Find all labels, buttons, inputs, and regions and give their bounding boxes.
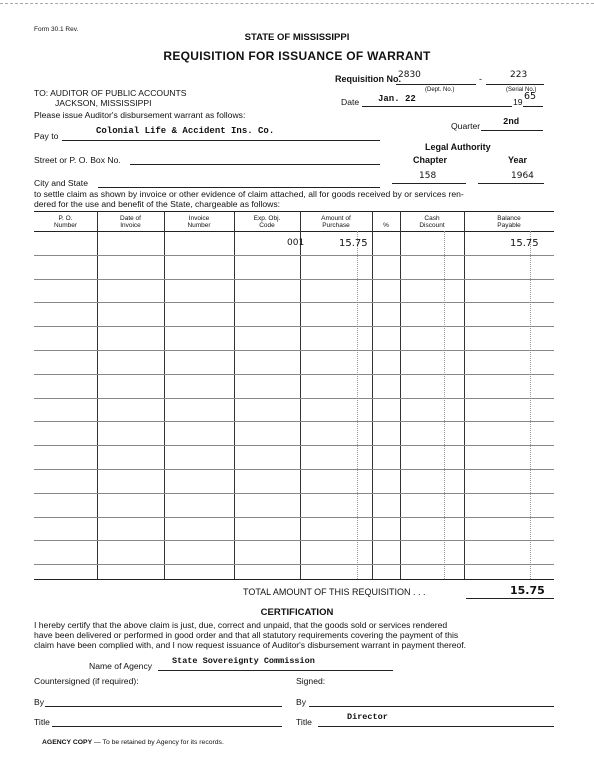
instruction-line: Please issue Auditor's disbursement warrant as follows: [34,110,246,120]
addressee-line1: TO: AUDITOR OF PUBLIC ACCOUNTS [34,88,187,98]
col-header-text: Amount of Purchase [321,215,351,229]
page-title: REQUISITION FOR ISSUANCE OF WARRANT [163,49,431,63]
agency-line [158,670,393,671]
chapter-label: Chapter [413,155,448,165]
serial-no-value: 223 [510,70,528,80]
settle-text: to settle claim as shown by invoice or other evidence of claim attached, all for goods received by or services ren- [34,189,464,199]
settle-text-2: dered for the use and benefit of the State, chargeable as follows: [34,199,281,209]
table-divider-light [357,231,358,579]
quarter-value: 2nd [503,117,520,127]
row-amount: 15.75 [339,238,368,249]
col-header-po-number [34,215,97,229]
title-line-right [318,726,554,727]
date-year-suffix: 65 [524,91,537,102]
requisition-dash: - [479,74,482,84]
certification-title: CERTIFICATION [260,607,334,618]
year-line [523,106,543,107]
claims-table [34,211,554,579]
total-line [466,598,554,599]
table-divider [464,211,465,579]
pay-to-value: Colonial Life & Accident Ins. Co. [96,126,275,136]
table-divider [372,211,373,579]
by-line-left [45,706,282,707]
table-divider [164,211,165,579]
quarter-line [481,130,543,131]
title-line-left [52,726,282,727]
col-header-text: Exp. Obj. Code [253,215,281,229]
table-row-line [34,350,554,351]
signed-label: Signed: [296,676,326,686]
requisition-label: Requisition No. [335,74,401,84]
title-label-right: Title [296,717,312,727]
col-header-cash-discount [400,215,464,229]
col-header-text: % [383,222,389,229]
table-divider [400,211,401,579]
table-row-line [34,540,554,541]
by-line-right [309,706,554,707]
table-row-line [34,398,554,399]
certification-line3: claim have been complied with, and I now request issuance of Auditor's disbursement warrant in payment thereof. [34,640,467,650]
state-heading: STATE OF MISSISSIPPI [244,32,350,43]
table-row-line [34,445,554,446]
table-row-line [34,493,554,494]
table-divider-light [444,231,445,579]
chapter-value: 158 [419,171,437,181]
col-header-amount [300,215,372,229]
agency-value: State Sovereignty Commission [172,656,315,666]
col-header-date-invoice [97,215,164,229]
col-header-percent [372,222,400,229]
title-value-right: Director [347,712,388,722]
city-label: City and State [34,178,88,188]
quarter-label: Quarter [451,121,481,131]
col-header-text: P. O. Number [53,215,78,229]
table-row-line [34,517,554,518]
footer-rest: — To be retained by Agency for its records. [94,739,224,746]
date-year-prefix: 19 [513,97,523,107]
year-value-line [478,183,544,184]
date-value: Jan. 22 [378,94,416,104]
dept-no-caption: (Dept. No.) [425,87,455,93]
footer-note [42,739,224,746]
pay-to-line [62,140,380,141]
table-divider-light [530,231,531,579]
city-line [98,187,380,188]
agency-label: Name of Agency [89,661,153,671]
year-value: 1964 [511,171,534,181]
table-bottom-border [34,579,554,580]
col-header-text: Cash Discount [419,215,445,229]
total-label: TOTAL AMOUNT OF THIS REQUISITION . . . [243,587,426,597]
row-exp-code: 001 [287,238,305,248]
by-label-right: By [296,697,307,707]
chapter-value-line [392,183,466,184]
table-row-line [34,469,554,470]
col-header-invoice-number [164,215,234,229]
col-header-exp-obj-code [234,215,300,229]
table-row-line [34,564,554,565]
street-line [130,164,380,165]
col-header-text: Date of Invoice [120,215,141,229]
table-top-border [34,211,554,212]
addressee-line2: JACKSON, MISSISSIPPI [55,98,152,108]
street-label: Street or P. O. Box No. [34,155,121,165]
certification-line1: I hereby certify that the above claim is just, due, correct and unpaid, that the goods sold or services rendered [34,620,448,630]
date-line [362,106,512,107]
table-row-line [34,302,554,303]
date-label: Date [341,97,360,107]
dept-no-value: 2830 [398,70,421,80]
table-row-line [34,255,554,256]
form-number: Form 30.1 Rev. [34,26,79,33]
serial-no-caption: (Serial No.) [506,87,537,93]
legal-authority-title: Legal Authority [425,142,491,152]
by-label-left: By [34,697,45,707]
table-row-line [34,421,554,422]
serial-no-line [486,84,544,85]
col-header-balance [464,215,554,229]
footer-bold: AGENCY COPY [42,739,93,746]
table-row-line [34,326,554,327]
table-header-border [34,231,554,232]
col-header-text: Invoice Number [187,215,211,229]
table-divider [300,211,301,579]
table-row-line [34,279,554,280]
table-row-line [34,374,554,375]
pay-to-label: Pay to [34,131,59,141]
year-label: Year [508,155,528,165]
row-balance: 15.75 [510,238,539,249]
certification-line2: have been delivered or performed in good order and that all statutory requirements covering the payment of this [34,630,459,640]
dept-no-line [396,84,476,85]
table-divider [97,211,98,579]
top-perforation [0,3,594,4]
table-divider [234,211,235,579]
col-header-text: Balance Payable [497,215,521,229]
countersigned-label: Countersigned (if required): [34,676,139,686]
total-value: 15.75 [510,584,545,597]
title-label-left: Title [34,717,50,727]
